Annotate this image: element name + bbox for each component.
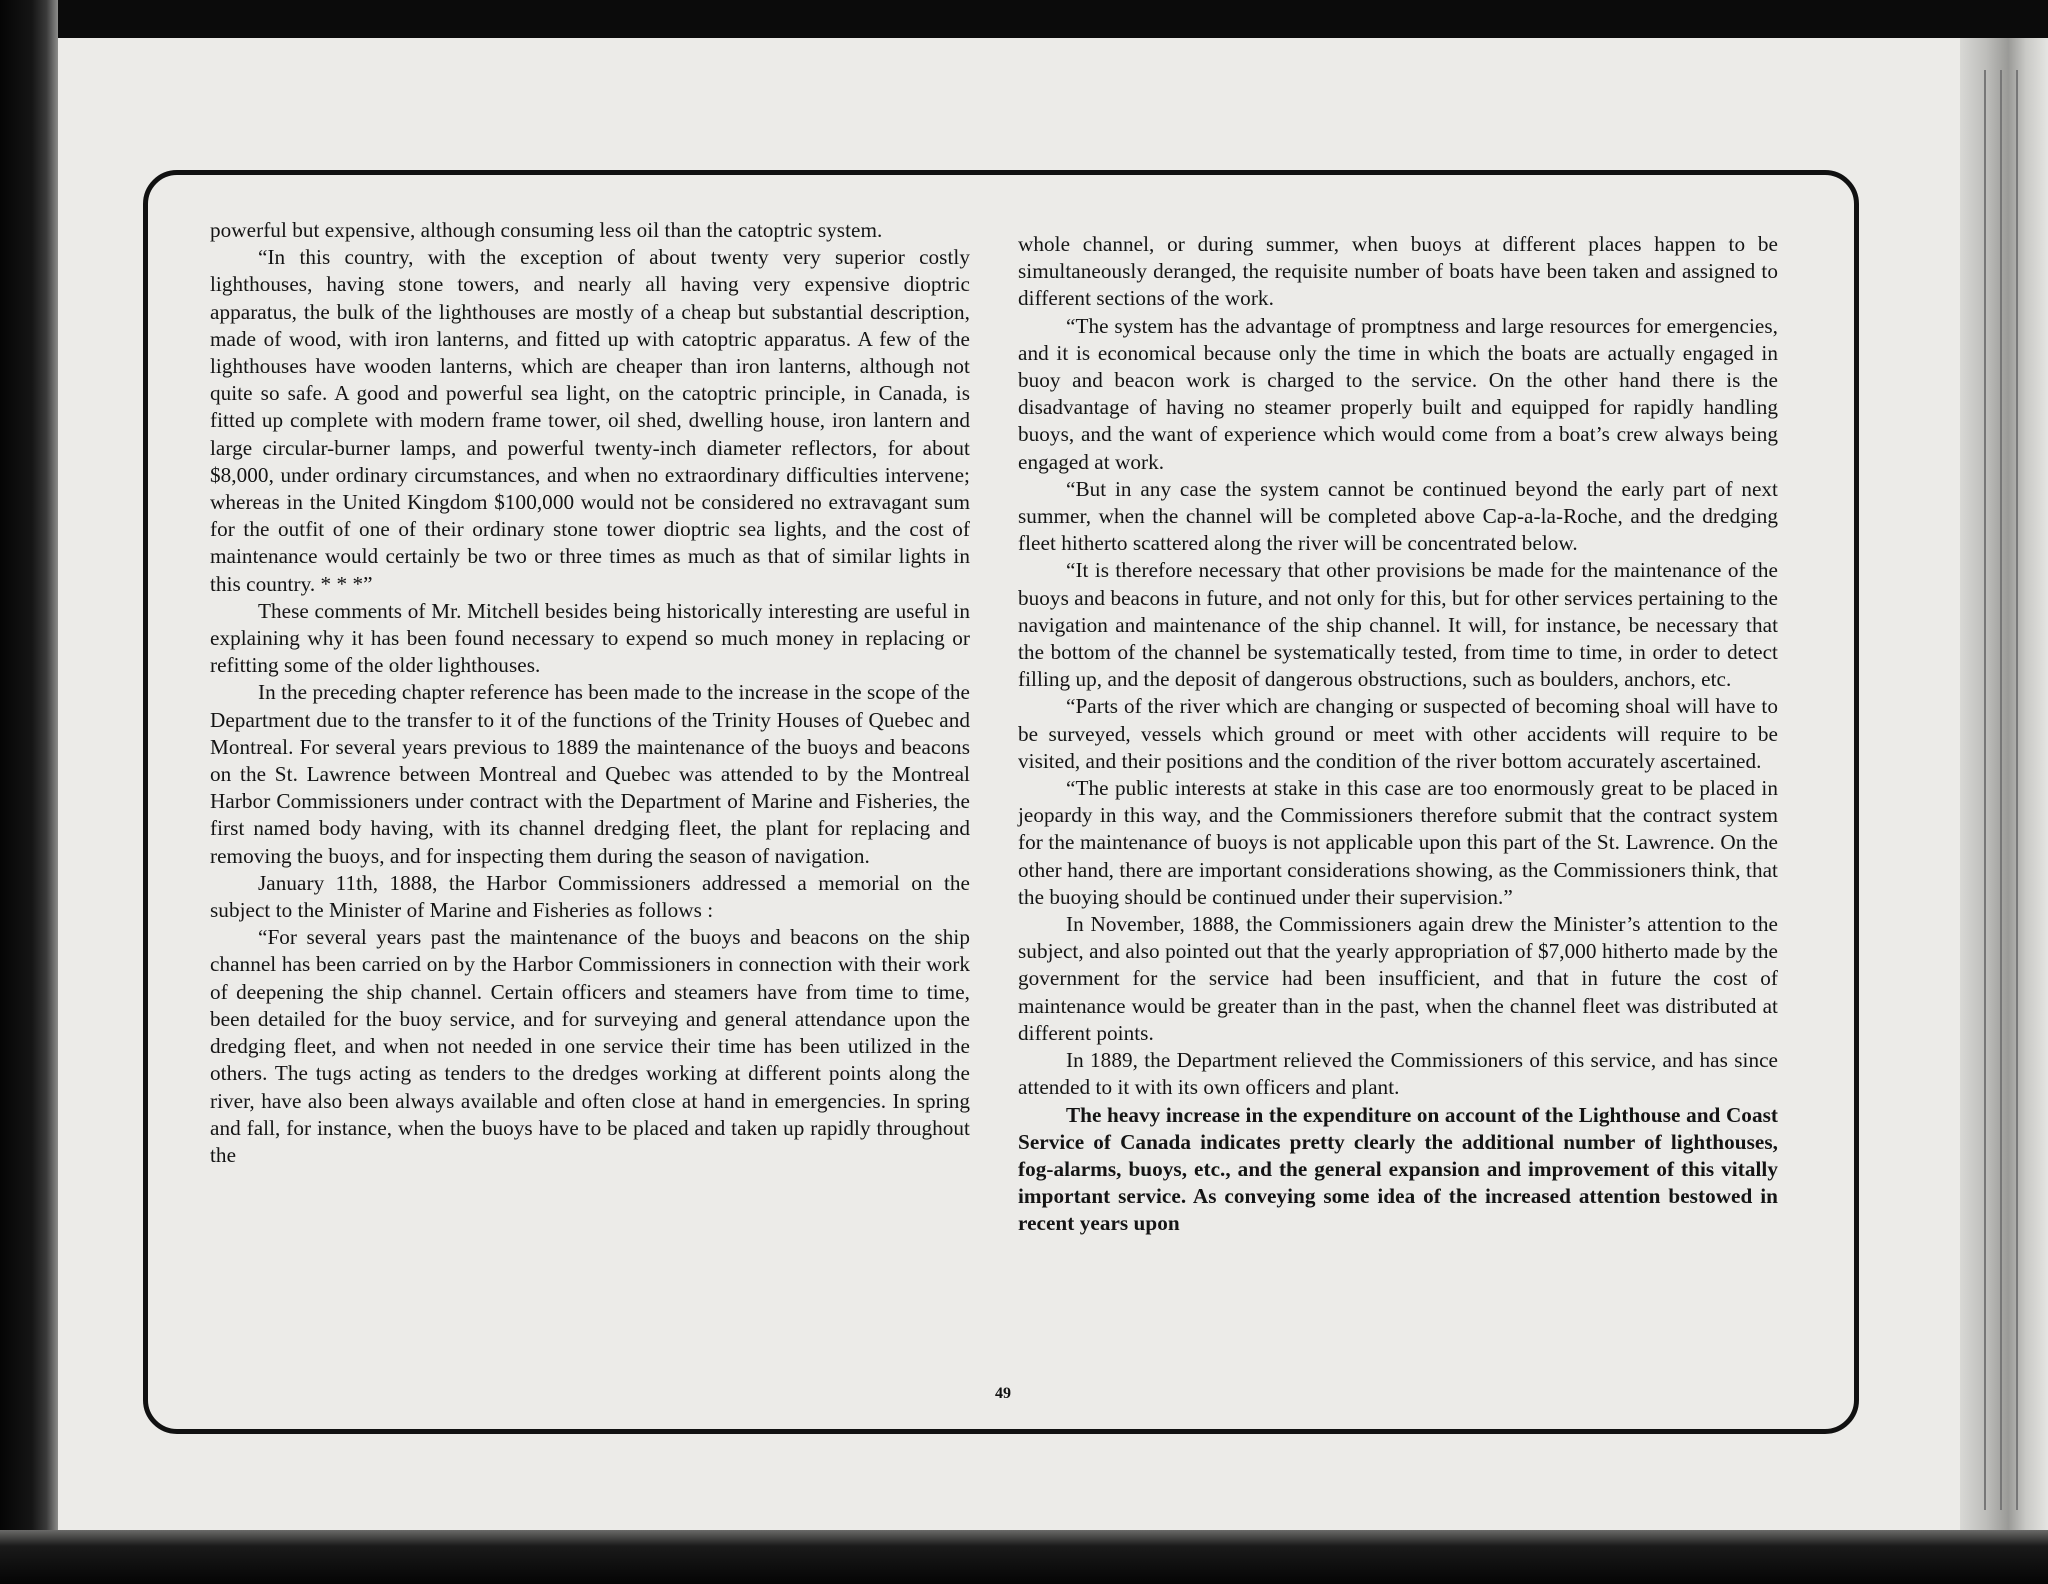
paragraph: January 11th, 1888, the Harbor Commissioners addressed a memorial on the subject to the Minister of Marine and Fisheries as follows : (210, 870, 970, 923)
book-spine-shadow (0, 0, 58, 1584)
left-text-column (210, 217, 970, 1169)
paragraph: “It is therefore necessary that other provisions be made for the maintenance of the buoys and beacons in future, and not only for this, but for other services pertaining to the navigation and maintenance of the ship channel. It will, for instance, be necessary that the bottom of the channel be systematically tested, from time to time, in order to detect filling up, and the deposit of dangerous obstructions, such as boulders, anchors, etc. (1018, 558, 1778, 692)
paragraph: “The public interests at stake in this case are too enormously great to be placed in jeopardy in this way, and the Commissioners therefore submit that the contract system for the maintenance of buoys is not applicable upon this part of the St. Lawrence. On the other hand, there are important considerations showing, as the Commissioners think, that the buoying should be continued under their supervision.” (1018, 776, 1778, 909)
scan-border-bottom (0, 1530, 2048, 1584)
paragraph: “But in any case the system cannot be continued beyond the early part of next summer, when the channel will be completed above Cap-a-la-Roche, and the dredging fleet hitherto scattered along the river will be concentrated below. (1018, 476, 1778, 556)
paragraph: The heavy increase in the expenditure on account of the Lighthouse and Coast Service of Canada indicates pretty clearly the additional number of lighthouses, fog-alarms, buoys, etc., and the general expansion and improvement of this vitally important service. As conveying some idea of the increased attention bestowed in recent years upon (1018, 1102, 1778, 1236)
paragraph: In the preceding chapter reference has been made to the increase in the scope of the Department due to the transfer to it of the functions of the Trinity Houses of Quebec and Montreal. For several years previous to 1889 the maintenance of the buoys and beacons on the St. Lawrence between Montreal and Quebec was attended to by the Montreal Harbor Commissioners under contract with the Department of Marine and Fisheries, the first named body having, with its channel dredging fleet, the plant for replacing and removing the buoys, and for inspecting them during the season of navigation. (210, 680, 970, 868)
page-border-frame (143, 170, 1859, 1434)
right-text-column (1018, 231, 1778, 1238)
paragraph: These comments of Mr. Mitchell besides being historically interesting are useful in explaining why it has been found necessary to expend so much money in replacing or refitting some of the older lighthouses. (210, 598, 970, 678)
page-edge-line (2000, 70, 2002, 1510)
page-number: 49 (995, 1385, 1011, 1402)
paragraph: powerful but expensive, although consuming less oil than the catoptric system. (210, 218, 883, 242)
page-edge-line (1984, 70, 1986, 1510)
scan-border-top (0, 0, 2048, 38)
page-edge-stack (1960, 38, 2048, 1538)
paragraph: “The system has the advantage of promptness and large resources for emergencies, and it is economical because only the time in which the boats are actually engaged in buoy and beacon work is charged to the service. On the other hand there is the disadvantage of having no steamer properly built and equipped for rapidly handling buoys, and the want of experience which would come from a boat’s crew always being engaged at work. (1018, 313, 1778, 474)
paragraph: whole channel, or during summer, when buoys at different places happen to be simultaneously deranged, the requisite number of boats have been taken and assigned to different sections of the work. (1018, 232, 1778, 311)
paragraph: “Parts of the river which are changing or suspected of becoming shoal will have to be surveyed, vessels which ground or meet with other accidents will require to be visited, and their positions and the condition of the river bottom accurately ascertained. (1018, 694, 1778, 773)
paragraph: “For several years past the maintenance of the buoys and beacons on the ship channel has been carried on by the Harbor Commissioners in connection with their work of deepening the ship channel. Certain officers and steamers have from time to time, been detailed for the buoy service, and for surveying and general attendance upon the dredging fleet, and when not needed in one service their time has been utilized in the others. The tugs acting as tenders to the dredges working at different points along the river, have also been always available and often close at hand in emergencies. In spring and fall, for instance, when the buoys have to be placed and taken up rapidly throughout the (210, 925, 970, 1167)
page-edge-line (2016, 70, 2018, 1510)
paragraph: In 1889, the Department relieved the Commissioners of this service, and has since attended to it with its own officers and plant. (1018, 1048, 1778, 1100)
paragraph: “In this country, with the exception of about twenty very superior costly lighthouses, having stone towers, and nearly all having very expensive dioptric apparatus, the bulk of the lighthouses are mostly of a cheap but substantial description, made of wood, with iron lanterns, and fitted up with catoptric apparatus. A few of the lighthouses have wooden lanterns, which are cheaper than iron lanterns, although not quite so safe. A good and powerful sea light, on the catoptric principle, in Canada, is fitted up complete with modern frame tower, oil shed, dwelling house, iron lantern and large circular-burner lamps, and powerful twenty-inch diameter reflectors, for about $8,000, under ordinary circumstances, and when no extraordinary difficulties intervene; whereas in the United Kingdom $100,000 would not be considered no extravagant sum for the outfit of one of their ordinary stone tower dioptric sea lights, and the cost of maintenance would certainly be two or three times as much as that of similar lights in this country. * * *” (210, 245, 970, 596)
paragraph: In November, 1888, the Commissioners again drew the Minister’s attention to the subject, and also pointed out that the yearly appropriation of $7,000 hitherto made by the government for the service had been insufficient, and that in future the cost of maintenance would be greater than in the past, when the channel fleet was distributed at different points. (1018, 912, 1778, 1045)
